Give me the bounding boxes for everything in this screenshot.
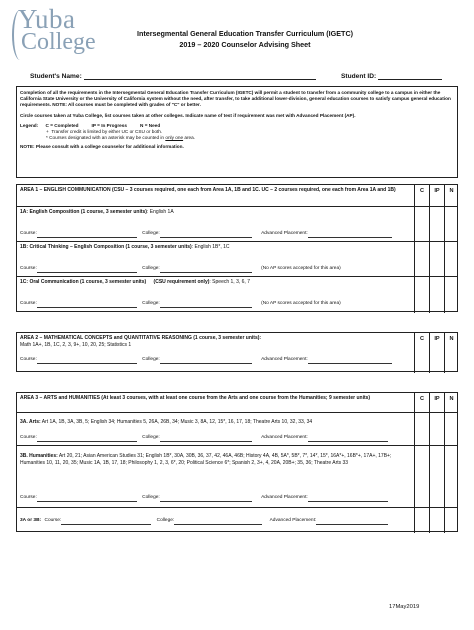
area2-row bbox=[17, 333, 457, 373]
area3c-fields bbox=[20, 518, 388, 525]
area1-section bbox=[16, 184, 458, 312]
legend-label: Legend: bbox=[20, 122, 39, 128]
college-label: College: bbox=[142, 231, 160, 236]
col-ip-header: IP bbox=[430, 393, 445, 412]
area3b-college-input[interactable] bbox=[160, 496, 252, 502]
area1b-ap-note: (No AP scores accepted for this area) bbox=[261, 266, 341, 271]
area2-course-input[interactable] bbox=[37, 358, 137, 364]
area3-header: AREA 3 – ARTS and HUMANITIES (At least 3 courses, with at least one course from the Arts and one course from the Humanities; 9 semester units) bbox=[17, 393, 415, 412]
student-id-row bbox=[341, 73, 442, 80]
student-id-field[interactable] bbox=[378, 79, 442, 80]
area3b-ap-input[interactable] bbox=[308, 496, 388, 502]
area3a-n-box[interactable] bbox=[444, 413, 459, 445]
area1b-label: 1B: Critical Thinking – English Composition (1 course, 3 semester units) bbox=[20, 244, 192, 250]
area1b-college-input[interactable] bbox=[160, 267, 252, 273]
area1b-c-box[interactable] bbox=[415, 242, 430, 276]
area2-fields bbox=[20, 357, 392, 364]
area1c-course-input[interactable] bbox=[37, 302, 137, 308]
col-c-header: C bbox=[415, 185, 430, 206]
area3b-course-input[interactable] bbox=[37, 496, 137, 502]
ap-label: Advanced Placement: bbox=[261, 231, 308, 236]
area1a-ap-input[interactable] bbox=[308, 232, 392, 238]
student-id-label: Student ID: bbox=[341, 73, 377, 80]
area3c-n-box[interactable] bbox=[444, 508, 459, 533]
area3a-c-box[interactable] bbox=[415, 413, 430, 445]
ap-label: Advanced Placement: bbox=[269, 518, 317, 523]
area3a-ip-box[interactable] bbox=[430, 413, 445, 445]
area3a-label: 3A. Arts: bbox=[20, 419, 41, 425]
page-subtitle: 2019 – 2020 Counselor Advising Sheet bbox=[179, 40, 311, 49]
area3c-college-input[interactable] bbox=[174, 519, 262, 525]
legend-bullet-2-post: area. bbox=[183, 135, 196, 141]
area3a-course-input[interactable] bbox=[37, 436, 137, 442]
course-label: Course: bbox=[20, 266, 37, 271]
area1c-n-box[interactable] bbox=[444, 277, 459, 313]
area3c-ip-box[interactable] bbox=[430, 508, 445, 533]
col-n-header: N bbox=[449, 396, 454, 402]
area1b-ip-box[interactable] bbox=[430, 242, 445, 276]
revision-date: 17May2019 bbox=[389, 604, 420, 610]
area3c-cell bbox=[17, 508, 415, 533]
legend-bullet-1: + Transfer credit is limited by either UC or CSU or both. bbox=[46, 129, 163, 135]
intro-paragraph: Completion of all the requirements in the Intersegmental General Education Transfer Curriculum (IGETC) will permit a student to transfer from a community college to a campus in either the California State University or the University of California system without the need, after transfer, to take additional lower-division, general education courses to satisfy campus general education requirements. NOTE: All courses must be completed with grades of "C" or better. bbox=[20, 90, 451, 108]
area1c-ap-note: (No AP scores accepted for this area) bbox=[261, 301, 341, 306]
college-label: College: bbox=[142, 357, 160, 362]
area3c-course-input[interactable] bbox=[61, 519, 151, 525]
area1c-college-input[interactable] bbox=[160, 302, 252, 308]
legend-bullet-2-pre: * Courses designated with an asterisk may be counted in bbox=[46, 135, 166, 141]
area1b-n-box[interactable] bbox=[444, 242, 459, 276]
legend-bullet-2 bbox=[20, 135, 454, 141]
ap-label: Advanced Placement: bbox=[261, 495, 308, 500]
college-logo-text: College bbox=[21, 29, 96, 55]
area1-header-row bbox=[17, 185, 457, 207]
area3a-ap-input[interactable] bbox=[308, 436, 388, 442]
student-name-field[interactable] bbox=[84, 79, 316, 80]
area1b-course-input[interactable] bbox=[37, 267, 137, 273]
area1a-c-box[interactable] bbox=[415, 207, 430, 241]
area1a-label: 1A: English Composition (1 course, 3 semester units) bbox=[20, 209, 147, 215]
col-c-header: C bbox=[415, 393, 430, 412]
area1-header: AREA 1 – ENGLISH COMMUNICATION (CSU – 3 courses required, one each from Area 1A, 1B and 1C. UC – 2 courses required, one each from Area 1A and 1B) bbox=[17, 185, 415, 206]
legend-items: C = Completed IP = In Progress N = Need bbox=[45, 122, 161, 128]
course-label: Course: bbox=[44, 518, 62, 523]
area1a-ip-box[interactable] bbox=[430, 207, 445, 241]
area3b-ip-box[interactable] bbox=[430, 446, 445, 507]
area2-ip-box[interactable]: IP bbox=[430, 333, 445, 373]
area3a-fields bbox=[20, 435, 388, 442]
intro-instructions: Circle courses taken at Yuba College, list courses taken at other colleges. Indicate name of test if requirement was met with Advanced Placement (AP). bbox=[20, 112, 356, 118]
area3b-row bbox=[17, 446, 457, 508]
course-label: Course: bbox=[20, 495, 37, 500]
area1c-cell bbox=[17, 277, 415, 313]
course-label: Course: bbox=[20, 301, 37, 306]
area2-ap-input[interactable] bbox=[308, 358, 392, 364]
area2-header: AREA 2 – MATHEMATICAL CONCEPTS and QUANTITATIVE REASONING (1 course, 3 semester units): bbox=[20, 335, 262, 341]
area1a-courses: : English 1A bbox=[146, 209, 174, 215]
college-label: College: bbox=[142, 301, 160, 306]
area3b-courses: Art 20, 21; Asian American Studies 31; English 1B*, 30A, 30B, 36, 37, 42, 46A, 46B; History 4A, 4B, 5A*, 5B*, 7*, 14*, 15*, 16A*+, 16B*+, 17A+, 17B+; Humanities 10, 11, 20, 35; Music 1A, 1B, 17, 18; Philosophy 1, 2, 3, 6*, 20; Political Science 6*; Spanish 2, 3+, 4, 20A, 20B+; 35, 36; Theatre Arts 33 bbox=[20, 453, 392, 466]
area1c-courses: : Speech 1, 3, 6, 7 bbox=[209, 279, 250, 285]
col-n-header: N bbox=[449, 188, 454, 194]
college-label: College: bbox=[142, 435, 160, 440]
intro-note: NOTE: Please consult with a college counselor for additional information. bbox=[20, 144, 184, 150]
area2-n-box[interactable]: N bbox=[449, 336, 454, 342]
area2-section bbox=[16, 332, 458, 372]
area3b-fields bbox=[20, 495, 388, 502]
area1b-courses: : English 1B*, 1C bbox=[191, 244, 230, 250]
college-label: College: bbox=[156, 518, 175, 523]
area1b-fields bbox=[20, 266, 341, 273]
col-ip-header: IP bbox=[430, 185, 445, 206]
area3-section bbox=[16, 392, 458, 532]
intro-box bbox=[16, 86, 458, 178]
course-label: Course: bbox=[20, 435, 37, 440]
area2-cell bbox=[17, 333, 415, 373]
area3b-c-box[interactable] bbox=[415, 446, 430, 507]
ap-label: Advanced Placement: bbox=[261, 357, 308, 362]
student-name-label: Student's Name: bbox=[30, 73, 82, 80]
area1b-cell bbox=[17, 242, 415, 276]
area1b-row bbox=[17, 242, 457, 277]
college-label: College: bbox=[142, 266, 160, 271]
area1a-row bbox=[17, 207, 457, 242]
college-label: College: bbox=[142, 495, 160, 500]
area3b-n-box[interactable] bbox=[444, 446, 459, 507]
course-label: Course: bbox=[20, 231, 37, 236]
area3c-row bbox=[17, 508, 457, 533]
area1c-row bbox=[17, 277, 457, 313]
area3a-cell bbox=[17, 413, 415, 445]
area3c-label: 3A or 3B: bbox=[20, 518, 42, 523]
area2-college-input[interactable] bbox=[160, 358, 252, 364]
legend-bullet-2-underlined: only one bbox=[165, 135, 184, 141]
course-label: Course: bbox=[20, 357, 37, 362]
area1c-ip-box[interactable] bbox=[430, 277, 445, 313]
area3a-courses: Art 1A, 1B, 3A, 3B, 5; English 34; Humanities 5, 26A, 26B, 34; Music 3, 8A, 12, 15*, 16, 17, 18; Theatre Arts 10, 32, 33, 34 bbox=[41, 419, 313, 425]
area1a-n-box[interactable] bbox=[444, 207, 459, 241]
area2-courses: Math 1A+, 1B, 1C, 2, 3, 9+, 10, 20, 25; Statistics 1 bbox=[20, 341, 132, 348]
area3-header-row bbox=[17, 393, 457, 413]
area1a-cell bbox=[17, 207, 415, 241]
college-logo: Yuba bbox=[18, 4, 76, 34]
ap-label: Advanced Placement: bbox=[261, 435, 308, 440]
area3b-label: 3B. Humanities: bbox=[20, 453, 58, 459]
area3b-cell bbox=[17, 446, 415, 507]
area3c-c-box[interactable] bbox=[415, 508, 430, 533]
area3a-row bbox=[17, 413, 457, 446]
page-title: Intersegmental General Education Transfer Curriculum (IGETC) bbox=[136, 29, 354, 38]
area1a-fields bbox=[20, 231, 392, 238]
area1a-college-input[interactable] bbox=[160, 232, 252, 238]
area1c-requirement: (CSU requirement only) bbox=[153, 279, 210, 285]
area3a-college-input[interactable] bbox=[160, 436, 252, 442]
area1c-label: 1C: Oral Communication (1 course, 3 semester units) bbox=[20, 279, 147, 285]
area1c-fields bbox=[20, 301, 341, 308]
area3c-ap-input[interactable] bbox=[316, 519, 388, 525]
area2-c-box[interactable]: C bbox=[415, 333, 430, 373]
area1a-course-input[interactable] bbox=[37, 232, 137, 238]
student-name-row bbox=[30, 73, 316, 80]
area1c-c-box[interactable] bbox=[415, 277, 430, 313]
legend-bullet-1-text: Transfer credit is limited by either UC or CSU or both. bbox=[51, 129, 163, 135]
